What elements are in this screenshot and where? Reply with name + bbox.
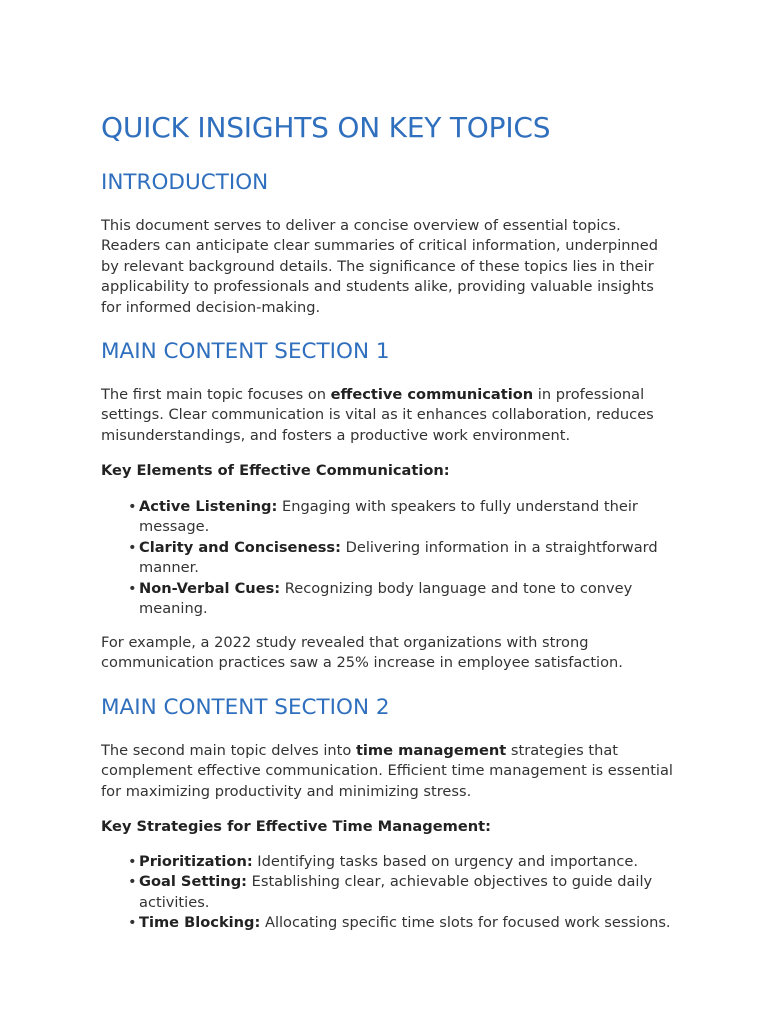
bullet-term: Goal Setting: (139, 873, 247, 891)
intro-heading: INTRODUCTION (101, 170, 269, 195)
list-item (128, 852, 673, 872)
bullet-text: Delivering information in a straightforward manner. (139, 538, 658, 577)
bullet-term: Prioritization: (139, 853, 253, 870)
bullet-dot-icon: • (128, 538, 137, 556)
bullet-dot-icon: • (128, 873, 137, 891)
list-item (128, 913, 673, 933)
section1-bullet-list (128, 497, 673, 619)
bullet-term: Clarity and Conciseness: (139, 538, 341, 556)
bullet-term: Non-Verbal Cues: (139, 579, 281, 597)
section2-para-before: The second main topic delves into (101, 742, 356, 759)
section2-paragraph (101, 741, 673, 802)
section1-subheading: Key Elements of Effective Communication: (101, 462, 450, 479)
list-item (128, 579, 673, 620)
bullet-text: Engaging with speakers to fully understand their message. (139, 498, 638, 536)
bullet-dot-icon: • (128, 853, 137, 870)
page-title: QUICK INSIGHTS ON KEY TOPICS (101, 111, 551, 144)
section2-para-after: strategies that complement effective communication. Efficient time management is essential for maximizing productivity and minimizing stress. (101, 742, 673, 800)
section1-para-after: in professional settings. Clear communication is vital as it enhances collaboration, reduces misunderstandings, and fosters a productive work environment. (101, 386, 654, 444)
bullet-text: Establishing clear, achievable objectives to guide daily activities. (139, 873, 653, 911)
bullet-dot-icon: • (128, 579, 137, 597)
section1-example: For example, a 2022 study revealed that organizations with strong communication practices saw a 25% increase in employee satisfaction. (101, 634, 623, 672)
section2-bullet-list (128, 852, 673, 934)
bullet-dot-icon: • (128, 498, 137, 515)
intro-paragraph: This document serves to deliver a concise overview of essential topics. Readers can anticipate clear summaries of critical information, underpinned by relevant background details. The significance of these topics lies in their applicability to professionals and students alike, providing valuable insights for informed decision-making. (101, 217, 659, 316)
section1-heading: MAIN CONTENT SECTION 1 (101, 339, 390, 364)
section2-para-bold: time management (355, 742, 507, 759)
section1-paragraph (101, 385, 673, 446)
section1-para-before: The first main topic focuses on (101, 386, 331, 403)
bullet-term: Active Listening: (139, 498, 278, 515)
list-item (128, 872, 673, 913)
section1-para-bold: effective communication (330, 386, 534, 403)
section2-subheading: Key Strategies for Effective Time Management: (101, 818, 491, 835)
bullet-dot-icon: • (128, 914, 137, 932)
list-item (128, 497, 673, 538)
list-item (128, 538, 673, 579)
section2-heading: MAIN CONTENT SECTION 2 (101, 695, 390, 720)
bullet-term: Time Blocking: (139, 914, 261, 932)
bullet-text: Allocating specific time slots for focused work sessions. (260, 914, 671, 932)
bullet-text: Identifying tasks based on urgency and importance. (252, 853, 638, 870)
bullet-text: Recognizing body language and tone to convey meaning. (139, 579, 633, 618)
